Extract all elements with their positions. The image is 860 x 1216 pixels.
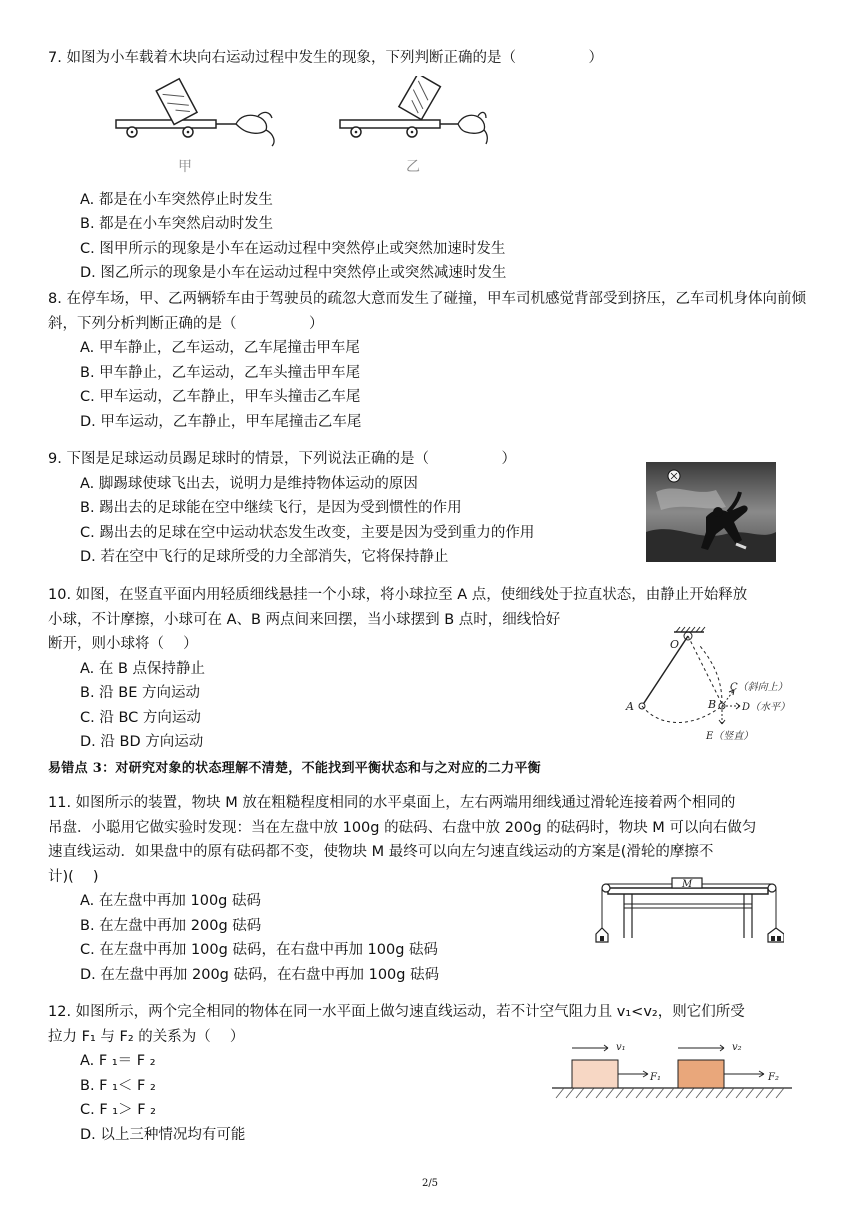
q7-label-yi: 乙: [406, 159, 420, 175]
q7-label-jia: 甲: [178, 159, 192, 175]
q12-label-f1: F₁: [650, 1072, 661, 1083]
question-11-stem-line1: 11. 如图所示的装置，物块 M 放在粗糙程度相同的水平桌面上，左右两端用细线通过滑轮连接着两个相同的: [48, 795, 736, 811]
question-8-option-a: A. 甲车静止，乙车运动，乙车尾撞击甲车尾: [80, 340, 360, 356]
question-12-option-a: A. F ₁＝ F ₂: [80, 1053, 156, 1069]
question-7-option-c: C. 图甲所示的现象是小车在运动过程中突然停止或突然加速时发生: [80, 240, 506, 257]
question-11-stem-line2: 吊盘．小聪用它做实验时发现：当在左盘中放 100g 的砝码、右盘中放 200g 的砝码时，物块 M 可以向右做匀: [48, 819, 757, 836]
question-9-option-b: B. 踢出去的足球能在空中继续飞行，是因为受到惯性的作用: [80, 500, 462, 516]
question-8: [48, 287, 818, 434]
q9-football-photo: [646, 462, 776, 562]
question-11-option-d: D. 在左盘中再加 200g 砝码，在右盘中再加 100g 砝码: [80, 966, 440, 983]
question-10-stem-line3: 断开，则小球将（ ）: [48, 636, 198, 652]
question-8-option-d: D. 甲车运动，乙车静止，甲车尾撞击乙车尾: [80, 413, 362, 430]
question-7-stem: 7. 如图为小车载着木块向右运动过程中发生的现象，下列判断正确的是（ ）: [48, 50, 603, 66]
q12-label-v1: v₁: [616, 1042, 626, 1053]
question-10-stem-line2: 小球，不计摩擦，小球可在 A、B 两点间来回摆，当小球摆到 B 点时，细线恰好: [48, 611, 561, 628]
question-10-option-b: B. 沿 BE 方向运动: [80, 685, 200, 701]
page-number: 2/5: [421, 1178, 439, 1189]
q10-label-o: O: [670, 638, 680, 651]
question-9-stem: 9. 下图是足球运动员踢足球时的情景，下列说法正确的是（ ）: [48, 451, 516, 467]
question-12-option-c: C. F ₁＞ F ₂: [80, 1102, 156, 1118]
q12-label-f2: F₂: [768, 1072, 779, 1083]
q10-pendulum-diagram: [618, 626, 818, 746]
question-12-stem-line1: 12. 如图所示，两个完全相同的物体在同一水平面上做匀速直线运动，若不计空气阻力且 v₁<v₂，则它们所受: [48, 1004, 745, 1020]
question-7-options: [80, 188, 818, 286]
q10-label-b: B: [708, 698, 717, 711]
question-11-option-c: C. 在左盘中再加 100g 砝码，在右盘中再加 100g 砝码: [80, 942, 439, 958]
question-12-option-d: D. 以上三种情况均有可能: [80, 1126, 246, 1143]
question-7-option-b: B. 都是在小车突然启动时发生: [80, 216, 274, 232]
q12-blocks-diagram: [552, 1036, 792, 1106]
cart-jia: [116, 79, 274, 146]
question-8-stem: 8. 在停车场，甲、乙两辆轿车由于驾驶员的疏忽大意而发生了碰撞，甲车司机感觉背部受到挤压，乙车司机身体向前倾斜，下列分析判断正确的是（ ）: [48, 291, 806, 332]
q12-label-v2: v₂: [732, 1042, 742, 1053]
question-8-options: [80, 336, 818, 434]
question-11-option-a: A. 在左盘中再加 100g 砝码: [80, 893, 261, 909]
question-7-option-a: A. 都是在小车突然停止时发生: [80, 191, 273, 208]
question-10-option-c: C. 沿 BC 方向运动: [80, 709, 201, 726]
q10-label-d: D（水平）: [742, 702, 791, 713]
question-11-stem-line3: 速直线运动．如果盘中的原有砝码都不变，使物块 M 最终可以向左匀速直线运动的方案是(滑轮的摩擦不: [48, 844, 714, 860]
question-10-option-d: D. 沿 BD 方向运动: [80, 734, 204, 750]
question-12-stem-line2: 拉力 F₁ 与 F₂ 的关系为（ ）: [48, 1028, 245, 1045]
question-11-stem-line4: 计)( ): [48, 868, 99, 885]
q10-label-c: C（斜向上）: [730, 682, 788, 693]
error-point-note: 易错点 3：对研究对象的状态理解不清楚，不能找到平衡状态和与之对应的二力平衡: [48, 761, 541, 776]
q10-label-a: A: [626, 700, 634, 713]
question-11-option-b: B. 在左盘中再加 200g 砝码: [80, 917, 262, 934]
question-9-option-c: C. 踢出去的足球在空中运动状态发生改变，主要是因为受到重力的作用: [80, 524, 535, 541]
question-7-option-d: D. 图乙所示的现象是小车在运动过程中突然停止或突然减速时发生: [80, 265, 507, 281]
question-9-option-d: D. 若在空中飞行的足球所受的力全部消失，它将保持静止: [80, 549, 449, 565]
q7-cart-figure: [108, 76, 488, 176]
cart-yi: [340, 76, 487, 144]
question-10-stem-line1: 10. 如图，在竖直平面内用轻质细线悬挂一个小球，将小球拉至 A 点，使细线处于拉直状态，由静止开始释放: [48, 587, 748, 603]
q11-pulley-table-diagram: [594, 874, 784, 950]
q11-label-m: M: [682, 879, 693, 890]
question-12-option-b: B. F ₁＜ F ₂: [80, 1077, 156, 1094]
question-9-option-a: A. 脚踢球使球飞出去，说明力是维持物体运动的原因: [80, 475, 418, 492]
question-10-option-a: A. 在 B 点保持静止: [80, 660, 206, 677]
question-8-option-b: B. 甲车静止，乙车运动，乙车头撞击甲车尾: [80, 364, 361, 381]
q10-label-e: E（竖直）: [706, 731, 754, 742]
question-8-option-c: C. 甲车运动，乙车静止，甲车头撞击乙车尾: [80, 389, 361, 405]
